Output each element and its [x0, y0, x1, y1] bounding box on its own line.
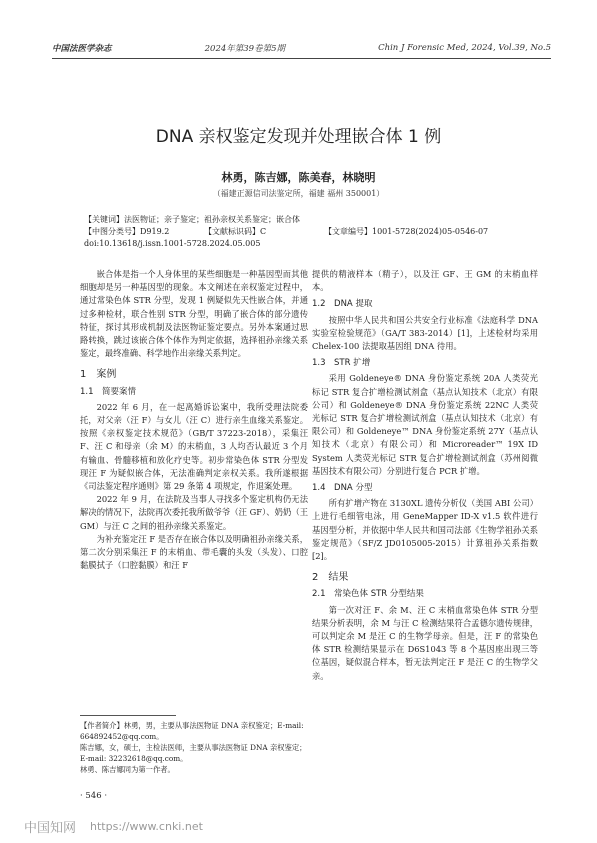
subsection-heading-str-results: 2.1 常染色体 STR 分型结果 — [312, 589, 424, 600]
right-column — [312, 268, 538, 683]
author-footnote — [80, 715, 308, 775]
article-meta — [84, 214, 537, 250]
subsection-heading-brief: 1.1 简要案情 — [80, 386, 137, 397]
footnote-line: 林勇、陈吉娜同为第一作者。 — [80, 765, 175, 774]
journal-name: 中国法医学杂志 — [52, 44, 112, 54]
subsection-heading-str-amplification: 1.3 STR 扩增 — [312, 358, 371, 369]
footnote-line: 【作者简介】林勇，男，主要从事法医物证 DNA 亲权鉴定；E-mail: 664892452@qq.com。 — [80, 721, 304, 741]
issue-cn: 2024年第39卷第5期 — [204, 44, 285, 54]
header-divider — [52, 58, 551, 59]
body-paragraph: 所有扩增产物在 3130XL 遗传分析仪（美国 ABI 公司）上进行毛细管电泳，用 GeneMapper ID-X v1.5 软件进行基因型分析，并依据中华人民共和国司法部《生物学祖孙关系鉴定规范》（SF/Z JD0105005-2015）计算祖孙关系指数 [2]。 — [312, 498, 538, 562]
doi-link[interactable]: doi:10.13618/j.issn.1001-5728.2024.05.005 — [84, 239, 261, 248]
intro-paragraph: 嵌合体是指一个人身体里的某些细胞是一种基因型而其他细胞却是另一种基因型的现象。本文阐述在亲权鉴定过程中，通过常染色体 STR 分型，发现 1 例疑似先天性嵌合体，并通过多种检材，联合性别 STR 分型，明确了嵌合体的部分遗传特征，探讨其形成机制及法医物证鉴定要点。另外本案通过思路转换，跳过该嵌合体个体作为判定依据，选择祖孙亲缘关系鉴定，最终准确、科学地作出亲缘关系判定。 — [80, 269, 308, 359]
watermark-brand: 中国知网 — [24, 821, 77, 836]
page-number: · 546 · — [80, 791, 108, 801]
article-title: DNA 亲权鉴定发现并处理嵌合体 1 例 — [155, 127, 442, 147]
cnki-watermark — [0, 810, 597, 843]
left-column — [80, 268, 308, 572]
footnote-line: 陈吉娜，女，硕士，主检法医师，主要从事法医物证 DNA 亲权鉴定；E-mail: 32232618@qq.com。 — [80, 743, 307, 763]
subsection-heading-dna-typing: 1.4 DNA 分型 — [312, 483, 373, 494]
clc-number: 【中图分类号】D919.2 — [84, 227, 170, 236]
section-heading-results: 2 结果 — [312, 572, 349, 584]
article-number: 【文章编号】1001-5728(2024)05-0546-07 — [324, 227, 489, 236]
authors: 林勇，陈吉娜，陈美春，林晓明 — [221, 171, 376, 184]
section-heading-case: 1 案例 — [80, 369, 117, 381]
document-code: 【文献标识码】C — [204, 227, 267, 236]
body-paragraph: 采用 Goldeneye® DNA 身份鉴定系统 20A 人类荧光标记 STR 复合扩增检测试剂盒（基点认知技术（北京）有限公司）和 Goldeneye® DNA 身份鉴定系统 22NC 人类荧光标记 STR 复合扩增检测试剂盒（基点认知技术（北京）有限公司）和 Goldeneye™ DNA 身份鉴定系统 27Y（基点认知技术（北京）有限公司）和 Microreader™ 19X ID System 人类荧光标记 STR 复合扩增检测试剂盒（苏州阅微基因技术有限公司）分别进行复合 PCR 扩增。 — [312, 373, 538, 476]
body-paragraph: 2022 年 9 月，在法院及当事人寻找多个鉴定机构仍无法解决的情况下，法院再次委托我所做爷爷（汪 GF）、奶奶（王 GM）与汪 C 之间的祖孙亲缘关系鉴定。 — [80, 494, 308, 531]
footnote-divider — [80, 715, 176, 716]
subsection-heading-dna-extraction: 1.2 DNA 提取 — [312, 299, 373, 310]
watermark-url[interactable]: https://www.cnki.net — [90, 820, 203, 833]
body-paragraph: 第一次对汪 F、余 M、汪 C 末梢血常染色体 STR 分型结果分析表明，余 M 与汪 C 检测结果符合孟德尔遗传规律，可以判定余 M 是汪 C 的生物学母亲。但是，汪 F 的常染色体 STR 检测结果显示在 D6S1043 等 8 个基因座出现三等位基因，疑似混合样本，暂无法判定汪 F 是汪 C 的生物学父亲。 — [312, 604, 538, 681]
affiliation: （福建正源信司法鉴定所，福建 福州 350001） — [212, 189, 385, 198]
body-paragraph: 提供的精液样本（精子），以及汪 GF、王 GM 的末梢血样本。 — [312, 269, 538, 293]
body-paragraph: 为补充鉴定汪 F 是否存在嵌合体以及明确祖孙亲缘关系，第二次分别采集汪 F 的末梢血、带毛囊的头发（头发）、口腔黏膜拭子（口腔黏膜）和汪 F — [80, 533, 308, 571]
body-paragraph: 按照中华人民共和国公共安全行业标准《法庭科学 DNA 实验室检验规范》（GA/T 383-2014）[1]，上述检材均采用 Chelex-100 法提取基因组 DNA 待用。 — [312, 314, 538, 352]
issue-en: Chin J Forensic Med, 2024, Vol.39, No.5 — [378, 43, 551, 53]
running-header — [52, 40, 551, 56]
body-paragraph: 2022 年 6 月，在一起离婚诉讼案中，我所受理法院委托，对父亲（汪 F）与女儿（汪 C）进行亲生血缘关系鉴定。按照《亲权鉴定技术规范》（GB/T 37223-2018），采集汪 F、汪 C 和母亲（余 M）的末梢血，3 人均否认最近 3 个月有输血、骨髓移植和放化疗史等。初步常染色体 STR 分型发现汪 F 为疑似嵌合体，无法准确判定亲权关系。我所遂根据《司法鉴定程序通则》第 29 条第 4 项规定，作退案处理。 — [80, 401, 308, 492]
keywords: 【关键词】法医物证；亲子鉴定；祖孙亲权关系鉴定；嵌合体 — [84, 215, 300, 224]
